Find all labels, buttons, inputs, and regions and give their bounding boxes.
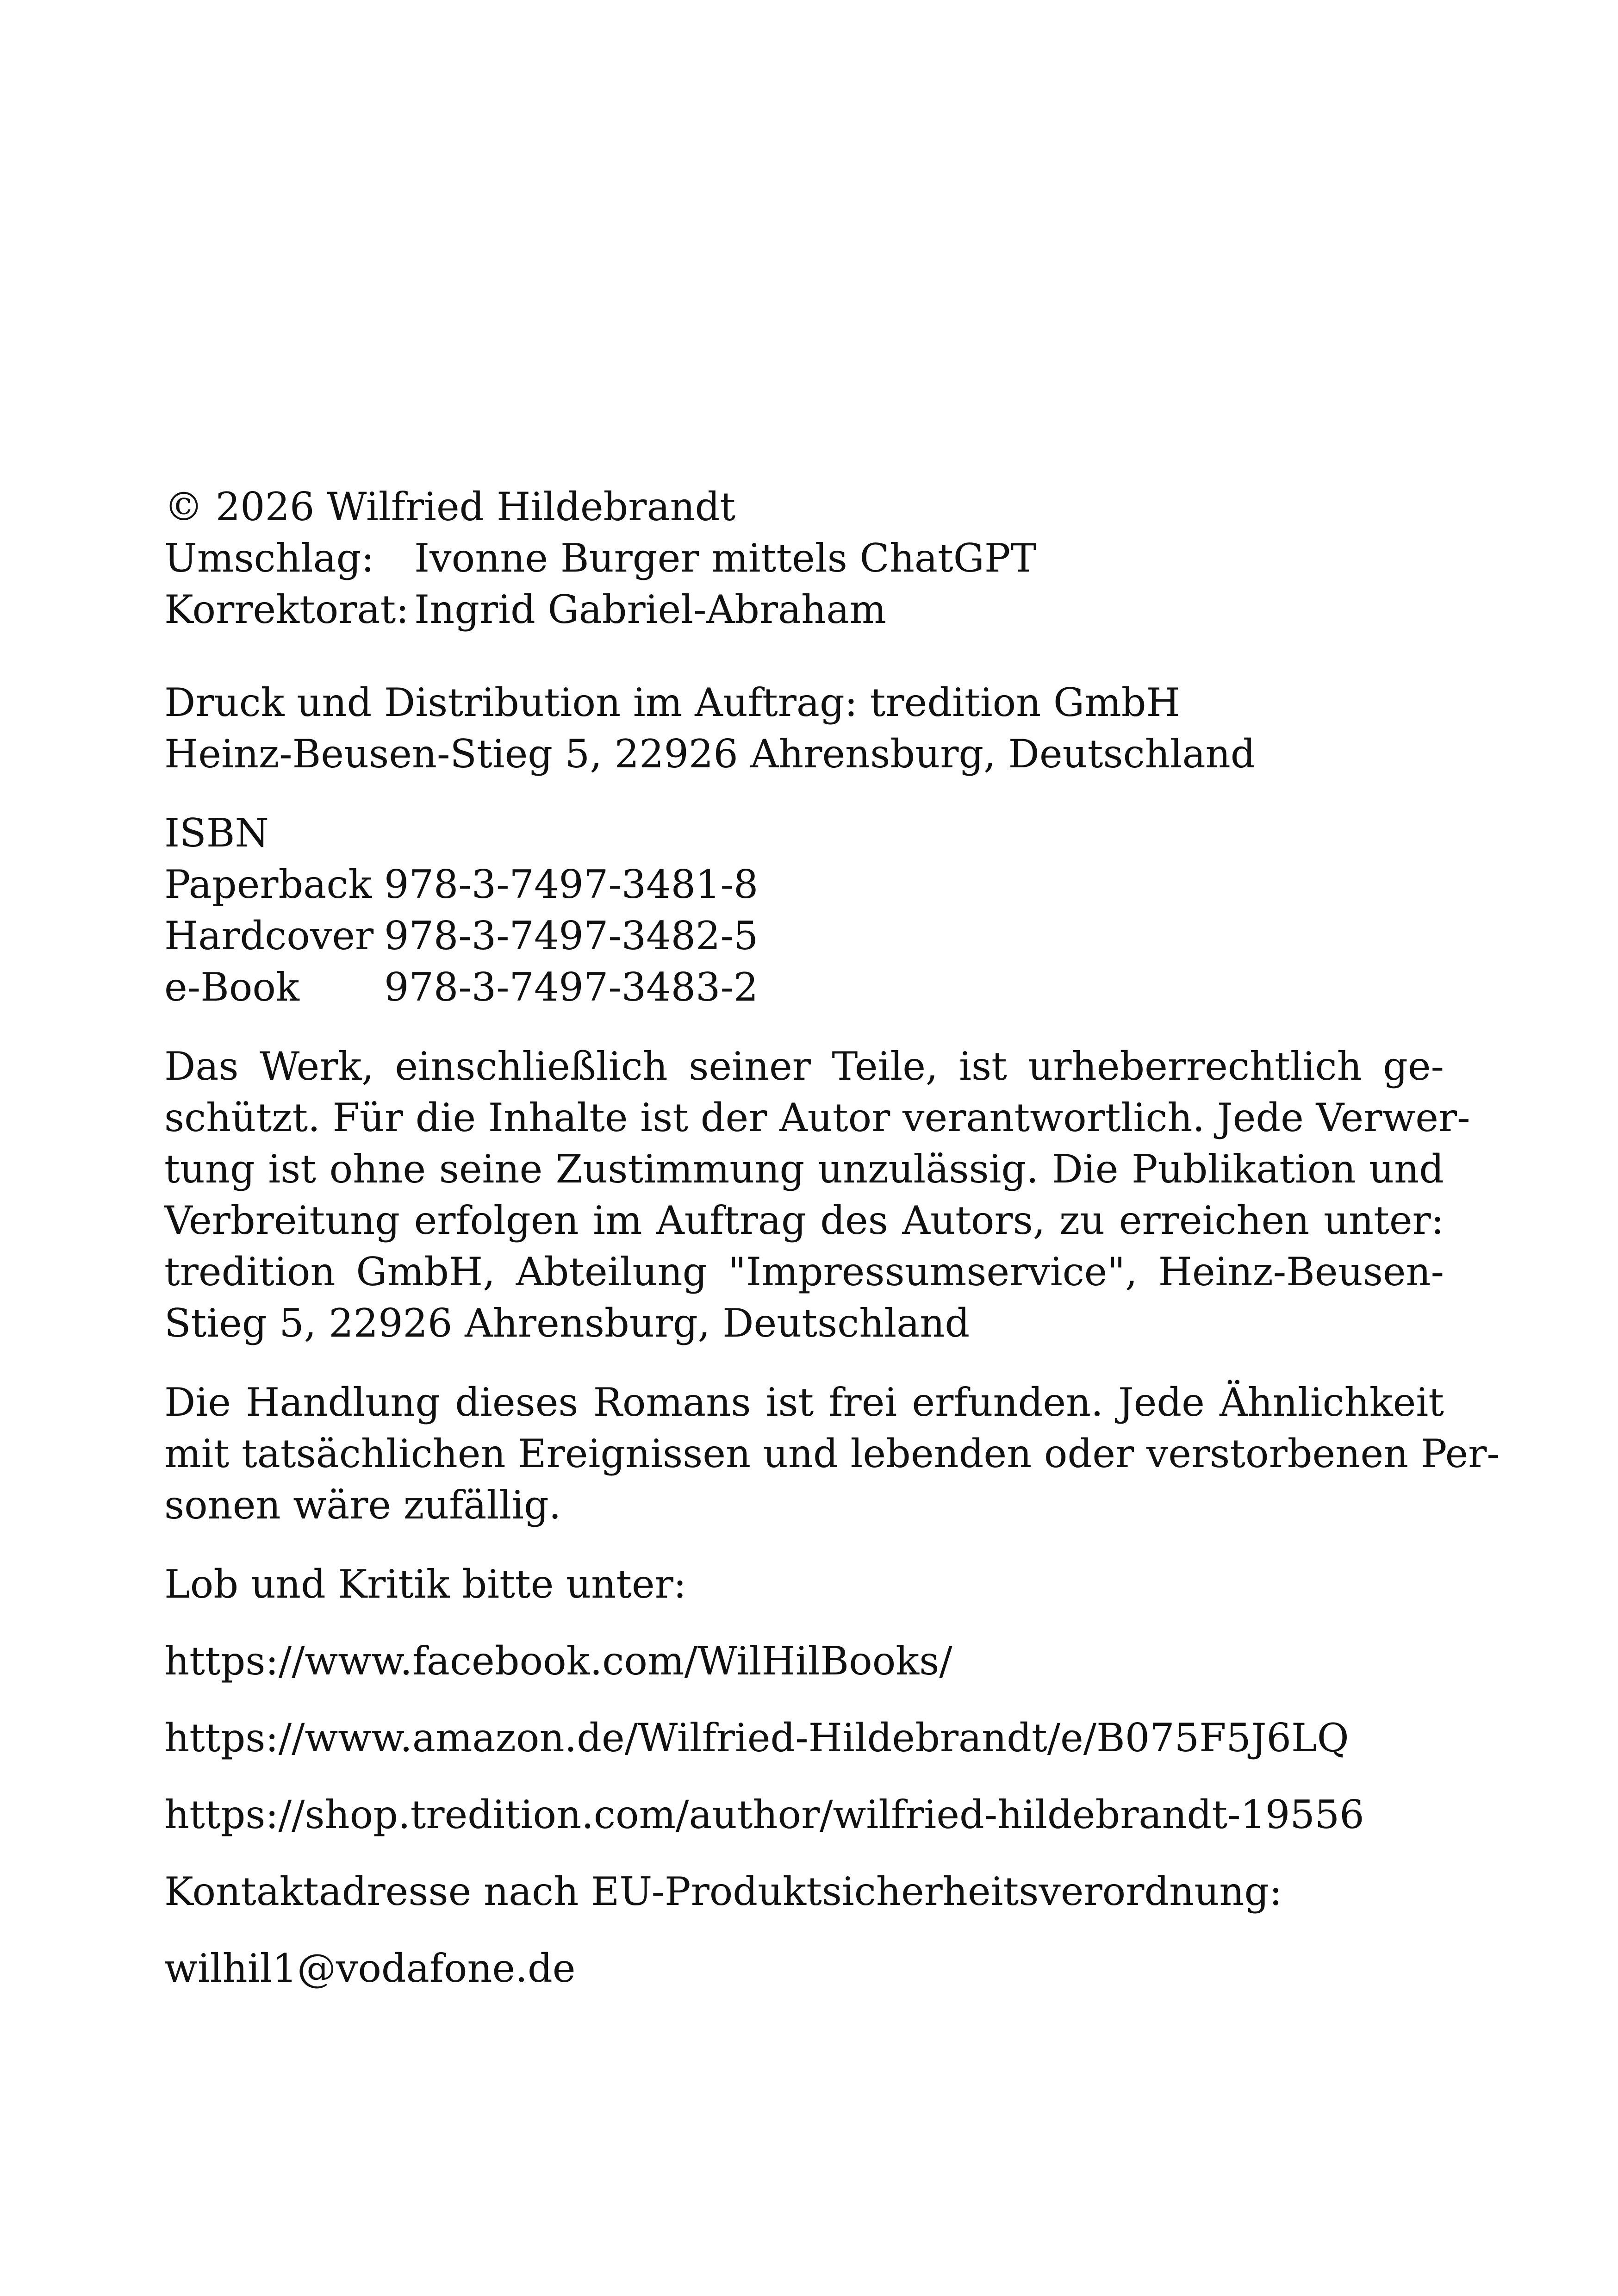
tredition-shop-link: https://shop.tredition.com/author/wilfried-hildebrandt-19556 bbox=[164, 1792, 1364, 1837]
credit-value: Ingrid Gabriel-Abraham bbox=[414, 587, 886, 632]
credit-label: Korrektorat: bbox=[164, 587, 409, 632]
copyright-line: © 2026 Wilfried Hildebrandt bbox=[164, 484, 736, 529]
isbn-row-ebook bbox=[164, 962, 1444, 1013]
notice-line: Stieg 5, 22926 Ahrensburg, Deutschland bbox=[164, 1300, 970, 1346]
notice-line: Verbreitung erfolgen im Auftrag des Autors, zu erreichen unter: bbox=[164, 1198, 1444, 1243]
isbn-number: 978-3-7497-3482-5 bbox=[384, 913, 759, 958]
isbn-row-hardcover bbox=[164, 910, 1444, 962]
imprint-page bbox=[164, 481, 1500, 1994]
distribution-address: Heinz-Beusen-Stieg 5, 22926 Ahrensburg, Deutschland bbox=[164, 731, 1256, 777]
contact-email: wilhil1@vodafone.de bbox=[164, 1946, 576, 1991]
credit-row-cover bbox=[164, 533, 1444, 584]
credit-label: Umschlag: bbox=[164, 535, 374, 581]
notice-line: mit tatsächlichen Ereignissen und lebenden oder verstorbenen Per- bbox=[164, 1431, 1500, 1476]
isbn-format: Paperback bbox=[164, 862, 372, 907]
distribution-line: Druck und Distribution im Auftrag: tredition GmbH bbox=[164, 680, 1180, 725]
fiction-notice bbox=[164, 1377, 1500, 1531]
isbn-heading: ISBN bbox=[164, 810, 269, 856]
isbn-format: e-Book bbox=[164, 964, 299, 1010]
contact-label: Kontaktadresse nach EU-Produktsicherheitsverordnung: bbox=[164, 1869, 1282, 1914]
facebook-link: https://www.facebook.com/WilHilBooks/ bbox=[164, 1638, 952, 1684]
isbn-format: Hardcover bbox=[164, 913, 374, 958]
copyright-notice bbox=[164, 1041, 1470, 1349]
isbn-row-paperback bbox=[164, 859, 1444, 910]
notice-line: Die Handlung dieses Romans ist frei erfunden. Jede Ähnlichkeit bbox=[164, 1380, 1444, 1425]
credit-row-proofreading bbox=[164, 584, 1444, 635]
notice-line: tung ist ohne seine Zustimmung unzulässig. Die Publikation und bbox=[164, 1146, 1444, 1192]
amazon-link: https://www.amazon.de/Wilfried-Hildebrandt/e/B075F5J6LQ bbox=[164, 1715, 1349, 1761]
notice-line: sonen wäre zufällig. bbox=[164, 1482, 561, 1528]
notice-line: Das Werk, einschließlich seiner Teile, ist urheberrechtlich ge- bbox=[164, 1044, 1444, 1089]
isbn-number: 978-3-7497-3481-8 bbox=[384, 862, 759, 907]
feedback-label: Lob und Kritik bitte unter: bbox=[164, 1562, 687, 1607]
notice-line: schützt. Für die Inhalte ist der Autor verantwortlich. Jede Verwer- bbox=[164, 1095, 1470, 1140]
isbn-number: 978-3-7497-3483-2 bbox=[384, 964, 759, 1010]
notice-line: tredition GmbH, Abteilung "Impressumservice", Heinz-Beusen- bbox=[164, 1249, 1444, 1294]
credit-value: Ivonne Burger mittels ChatGPT bbox=[414, 535, 1037, 581]
